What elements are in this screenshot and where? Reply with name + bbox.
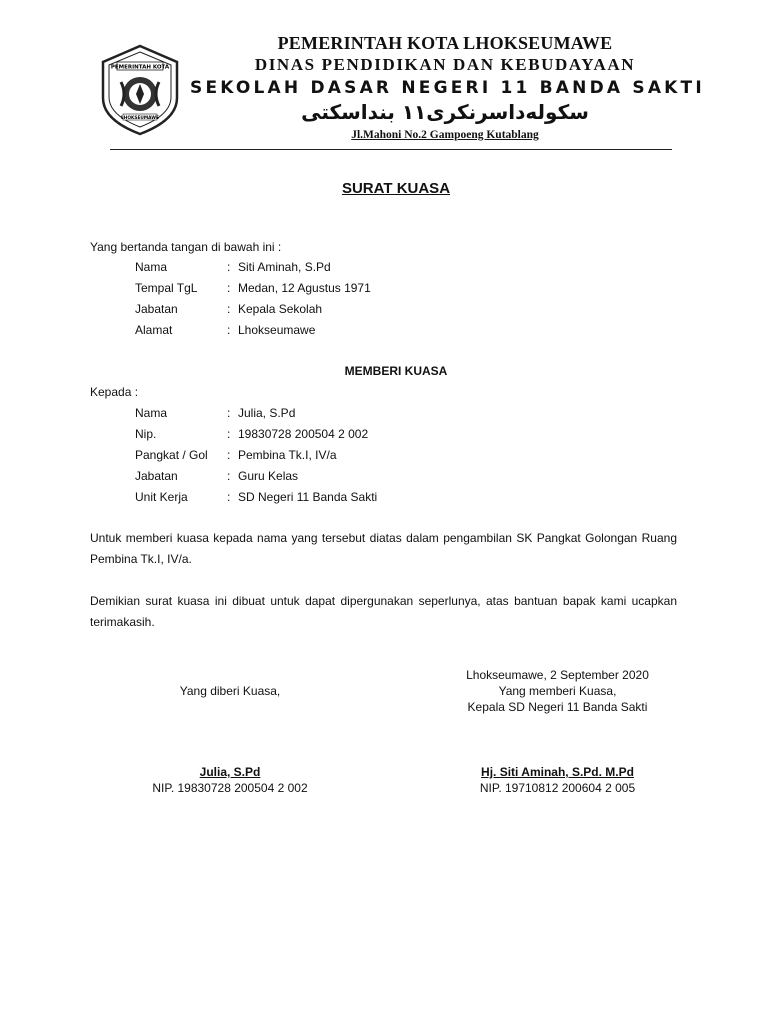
grantee-colon: : — [227, 490, 231, 504]
grantor-value-name: Siti Aminah, S.Pd — [238, 260, 331, 274]
grantee-label-nip: Nip. — [135, 427, 157, 441]
grantee-value-rank: Pembina Tk.I, IV/a — [238, 448, 337, 462]
grantee-label-position: Jabatan — [135, 469, 178, 483]
left-signer-nip: NIP. 19830728 200504 2 002 — [152, 781, 308, 795]
grantee-value-nip: 19830728 200504 2 002 — [238, 427, 369, 441]
grantor-colon: : — [227, 281, 231, 295]
grantor-label-position: Jabatan — [135, 302, 178, 316]
grantee-colon: : — [227, 469, 231, 483]
intro-text: Yang bertanda tangan di bawah ini : — [90, 240, 282, 254]
left-signer-role: Yang diberi Kuasa, — [179, 684, 281, 698]
grantor-value-position: Kepala Sekolah — [238, 302, 323, 316]
letterhead-divider — [110, 149, 672, 150]
section-heading-memberi-kuasa: MEMBERI KUASA — [344, 364, 448, 378]
right-signer-name: Hj. Siti Aminah, S.Pd. M.Pd — [481, 765, 634, 779]
place-date: Lhokseumawe, 2 September 2020 — [466, 668, 649, 682]
letterhead-school: SEKOLAH DASAR NEGERI 11 BANDA SAKTI — [190, 78, 705, 98]
grantee-colon: : — [227, 427, 231, 441]
to-label: Kepada : — [90, 385, 139, 399]
letterhead-department: DINAS PENDIDIKAN DAN KEBUDAYAAN — [254, 55, 636, 74]
grantor-label-name: Nama — [135, 260, 168, 274]
grantee-value-name: Julia, S.Pd — [238, 406, 296, 420]
grantee-label-rank: Pangkat / Gol — [135, 448, 208, 462]
grantee-colon: : — [227, 448, 231, 462]
grantor-label-birth: Tempal TgL — [135, 281, 198, 295]
logo-top-text: PEMERINTAH KOTA — [110, 64, 170, 71]
grantor-colon: : — [227, 323, 231, 337]
letterhead-government: PEMERINTAH KOTA LHOKSEUMAWE — [277, 33, 613, 53]
body-paragraph-purpose: Untuk memberi kuasa kepada nama yang tersebut diatas dalam pengambilan SK Pangkat Golongan Ruang Pembina Tk.I, IV/a. — [90, 531, 677, 566]
letterhead-address: Jl.Mahoni No.2 Gampoeng Kutablang — [351, 129, 539, 141]
document-title: SURAT KUASA — [341, 180, 451, 197]
grantee-value-unit: SD Negeri 11 Banda Sakti — [238, 490, 378, 504]
grantee-colon: : — [227, 406, 231, 420]
grantor-colon: : — [227, 302, 231, 316]
left-signer-name: Julia, S.Pd — [199, 765, 261, 779]
grantor-value-address: Lhokseumawe — [238, 323, 316, 337]
grantor-colon: : — [227, 260, 231, 274]
body-paragraph-closing: Demikian surat kuasa ini dibuat untuk dapat dipergunakan seperlunya, atas bantuan bapak kami ucapkan terimakasih. — [90, 594, 677, 629]
grantee-value-position: Guru Kelas — [238, 469, 299, 483]
right-signer-nip: NIP. 19710812 200604 2 005 — [479, 781, 636, 795]
government-emblem-logo — [97, 42, 183, 138]
logo-bottom-text: LHOKSEUMAWE — [121, 116, 159, 121]
grantee-label-name: Nama — [135, 406, 168, 420]
right-signer-role: Yang memberi Kuasa, — [498, 684, 617, 698]
letterhead-school-jawi: سكوله‌داسرنكرى١١ بنداسكتى — [301, 100, 589, 124]
grantor-value-birth: Medan, 12 Agustus 1971 — [238, 281, 371, 295]
grantor-label-address: Alamat — [135, 323, 173, 337]
grantee-label-unit: Unit Kerja — [135, 490, 188, 504]
right-signer-position: Kepala SD Negeri 11 Banda Sakti — [467, 700, 648, 714]
